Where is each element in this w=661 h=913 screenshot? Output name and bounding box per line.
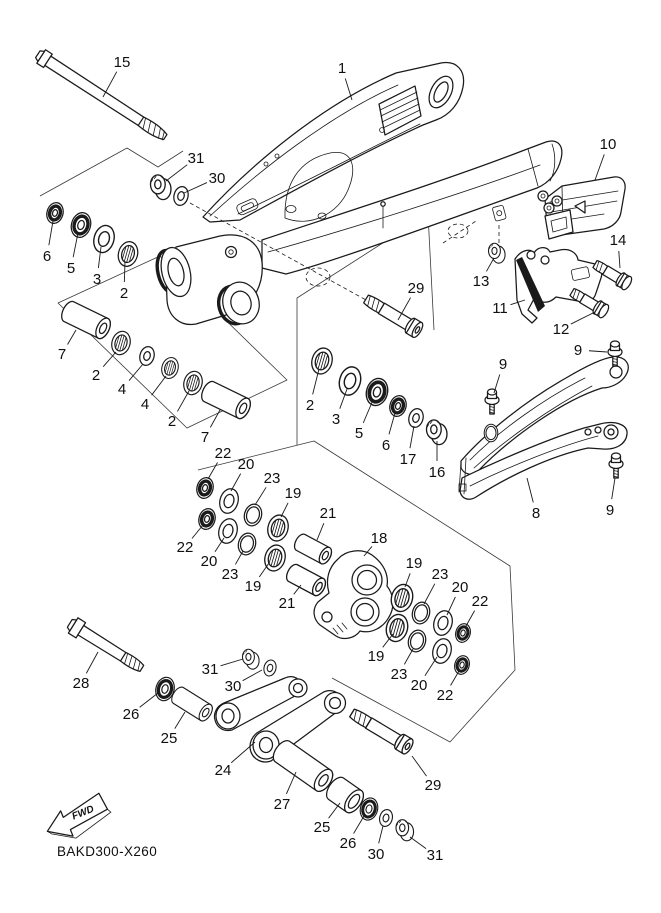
callout-number: 7: [200, 429, 210, 446]
callout-number: 9: [573, 342, 583, 359]
part-swingarm: [153, 63, 562, 329]
callout-number: 13: [472, 273, 490, 290]
part-washer-17: [407, 407, 426, 429]
leader-line: [152, 376, 166, 395]
leader-line: [447, 597, 455, 615]
part-bearing-2: [181, 369, 205, 397]
part-washer-4: [159, 356, 180, 381]
leader-line: [494, 375, 500, 393]
part-screw-9: [485, 389, 499, 414]
callout-number: 17: [399, 451, 417, 468]
leader-line: [221, 659, 243, 666]
callout-number: 7: [57, 346, 67, 363]
leader-line: [595, 154, 604, 180]
leader-line: [103, 72, 117, 97]
leader-line: [243, 670, 262, 681]
callout-number: 9: [605, 502, 615, 519]
callout-number: 18: [370, 530, 388, 547]
leader-line: [612, 478, 615, 499]
callout-number: 8: [531, 505, 541, 522]
callout-number: 19: [244, 578, 262, 595]
callout-number: 25: [313, 819, 331, 836]
part-bolt-28: [65, 616, 147, 676]
part-cap-22: [452, 654, 471, 676]
part-ring-23: [406, 628, 428, 654]
leader-line: [286, 772, 296, 794]
callout-number: 20: [451, 579, 469, 596]
part-bushing-3: [336, 364, 364, 397]
leader-line: [329, 803, 340, 818]
leader-line: [363, 400, 373, 423]
callout-number: 31: [187, 150, 205, 167]
callout-number: 22: [471, 593, 489, 610]
callout-number: 3: [331, 411, 341, 428]
callout-number: 22: [214, 445, 232, 462]
part-chain-guide: [538, 177, 625, 239]
callout-number: 20: [200, 553, 218, 570]
leader-line: [410, 837, 426, 849]
drawing-code: BAKD300-X260: [57, 844, 158, 859]
callout-number: 21: [319, 505, 337, 522]
callout-number: 4: [140, 396, 150, 413]
leader-line: [192, 525, 203, 538]
callout-number: 2: [305, 397, 315, 414]
leader-line: [208, 463, 218, 479]
callout-number: 11: [492, 300, 508, 317]
part-nut-31: [243, 649, 260, 669]
part-seal-20: [431, 609, 455, 638]
part-washer-30-top: [172, 185, 190, 207]
part-seal-20: [216, 517, 240, 546]
leader-line: [571, 312, 595, 324]
bearing-stack-right: [309, 346, 447, 445]
leader-line: [68, 330, 76, 344]
leader-line: [379, 826, 383, 843]
callout-number: 22: [176, 539, 194, 556]
part-cap-22: [194, 476, 215, 501]
callout-number: 23: [221, 566, 239, 583]
part-pivot-shaft: [33, 48, 169, 144]
callout-number: 6: [42, 248, 52, 265]
leader-line: [466, 611, 475, 626]
part-chain-slider: [459, 357, 628, 499]
leader-line: [103, 352, 116, 367]
callout-number: 30: [224, 678, 242, 695]
part-bolt-29: [362, 292, 425, 339]
callout-number: 20: [237, 456, 255, 473]
part-cap-22: [196, 507, 217, 532]
part-collar-21: [284, 562, 328, 597]
callout-number: 31: [201, 661, 219, 678]
callout-number: 9: [498, 356, 508, 373]
callout-number: 19: [284, 485, 302, 502]
part-seal-20: [217, 487, 241, 516]
callout-number: 5: [66, 260, 76, 277]
part-collar-7: [59, 299, 114, 341]
leader-line: [451, 671, 459, 685]
callout-number: 21: [278, 595, 296, 612]
callout-number: 15: [113, 54, 131, 71]
part-relay-arm: [314, 551, 393, 639]
part-washer-4: [138, 345, 157, 367]
linkage-bearings-left: [194, 476, 334, 598]
callout-number: 16: [428, 464, 446, 481]
part-bearing-2: [109, 329, 133, 357]
leader-line: [317, 523, 324, 540]
part-seal-5: [363, 376, 391, 408]
callout-number: 2: [167, 413, 177, 430]
leader-line: [425, 657, 437, 676]
leader-line: [527, 478, 533, 502]
leader-line: [166, 165, 187, 181]
leader-line: [255, 487, 266, 505]
part-collar-25: [169, 685, 215, 723]
leader-line: [619, 251, 620, 268]
leader-line: [389, 413, 395, 434]
part-bearing-19: [262, 543, 288, 574]
part-chain-guard: [515, 248, 602, 323]
callout-number: 2: [91, 367, 101, 384]
leader-line: [235, 551, 243, 564]
part-nut-16: [427, 420, 447, 445]
part-bushing-3: [91, 223, 118, 255]
leader-line: [177, 391, 189, 411]
leader-line: [281, 503, 288, 517]
part-collar-7: [199, 379, 254, 421]
callout-number: 23: [263, 470, 281, 487]
part-ring-23: [242, 502, 264, 528]
callout-number: 23: [390, 666, 408, 683]
part-seal-5: [68, 210, 93, 239]
callout-number: 29: [407, 280, 425, 297]
part-washer-30: [378, 808, 394, 828]
callout-number: 29: [424, 777, 442, 794]
callout-number: 27: [273, 796, 291, 813]
callout-number: 22: [436, 687, 454, 704]
callout-number: 25: [160, 730, 178, 747]
part-seal-20: [430, 637, 454, 666]
fwd-label: FWD: [70, 803, 96, 823]
leader-line: [215, 538, 224, 552]
leader-line: [259, 563, 269, 577]
part-bearing-19: [265, 513, 291, 544]
leader-line: [210, 410, 220, 427]
callout-number: 30: [367, 846, 385, 863]
callout-number: 12: [552, 321, 570, 338]
leader-line: [589, 351, 607, 352]
callout-number: 4: [117, 381, 127, 398]
leader-line: [410, 426, 414, 448]
callout-number: 3: [92, 271, 102, 288]
callout-number: 30: [208, 170, 226, 187]
part-cap-22: [453, 622, 472, 644]
part-cap-6: [44, 201, 65, 226]
part-bearing-2: [309, 346, 335, 377]
part-screw-washer: [484, 424, 498, 442]
callout-number: 26: [339, 835, 357, 852]
callout-number: 19: [405, 555, 423, 572]
leader-line: [175, 712, 185, 729]
callout-number: 14: [609, 232, 627, 249]
part-washer-30: [262, 659, 277, 678]
part-collar-21: [292, 532, 334, 566]
part-bearing-2: [115, 239, 140, 268]
part-collar-27: [270, 737, 337, 794]
callout-number: 28: [72, 675, 90, 692]
part-ring-23: [410, 600, 432, 626]
callout-number: 31: [426, 847, 444, 864]
part-cap-6: [387, 394, 408, 419]
callout-number: 23: [431, 566, 449, 583]
callout-number: 20: [410, 677, 428, 694]
part-ring-23: [236, 531, 258, 557]
callout-number: 2: [119, 285, 129, 302]
callout-number: 24: [214, 762, 232, 779]
leader-line: [49, 221, 53, 245]
callout-number: 5: [354, 425, 364, 442]
fwd-arrow: [41, 792, 115, 847]
part-nut-13: [489, 243, 506, 263]
part-nut-31-top: [151, 175, 171, 200]
leader-line: [354, 816, 364, 834]
leader-line: [86, 652, 98, 673]
leader-line: [140, 693, 158, 707]
leader-line: [231, 474, 241, 491]
leader-line: [184, 183, 207, 193]
callout-number: 6: [381, 437, 391, 454]
part-bolt-29: [348, 706, 416, 756]
part-screw-9: [609, 453, 623, 478]
callout-number: 26: [122, 706, 140, 723]
callout-number: 1: [337, 60, 347, 77]
callout-number: 10: [599, 136, 617, 153]
leader-line: [404, 649, 413, 664]
leader-line: [412, 756, 427, 776]
leader-line: [424, 584, 435, 604]
leader-line: [486, 258, 494, 271]
callout-number: 19: [367, 648, 385, 665]
bearing-stack-left: [44, 201, 140, 269]
